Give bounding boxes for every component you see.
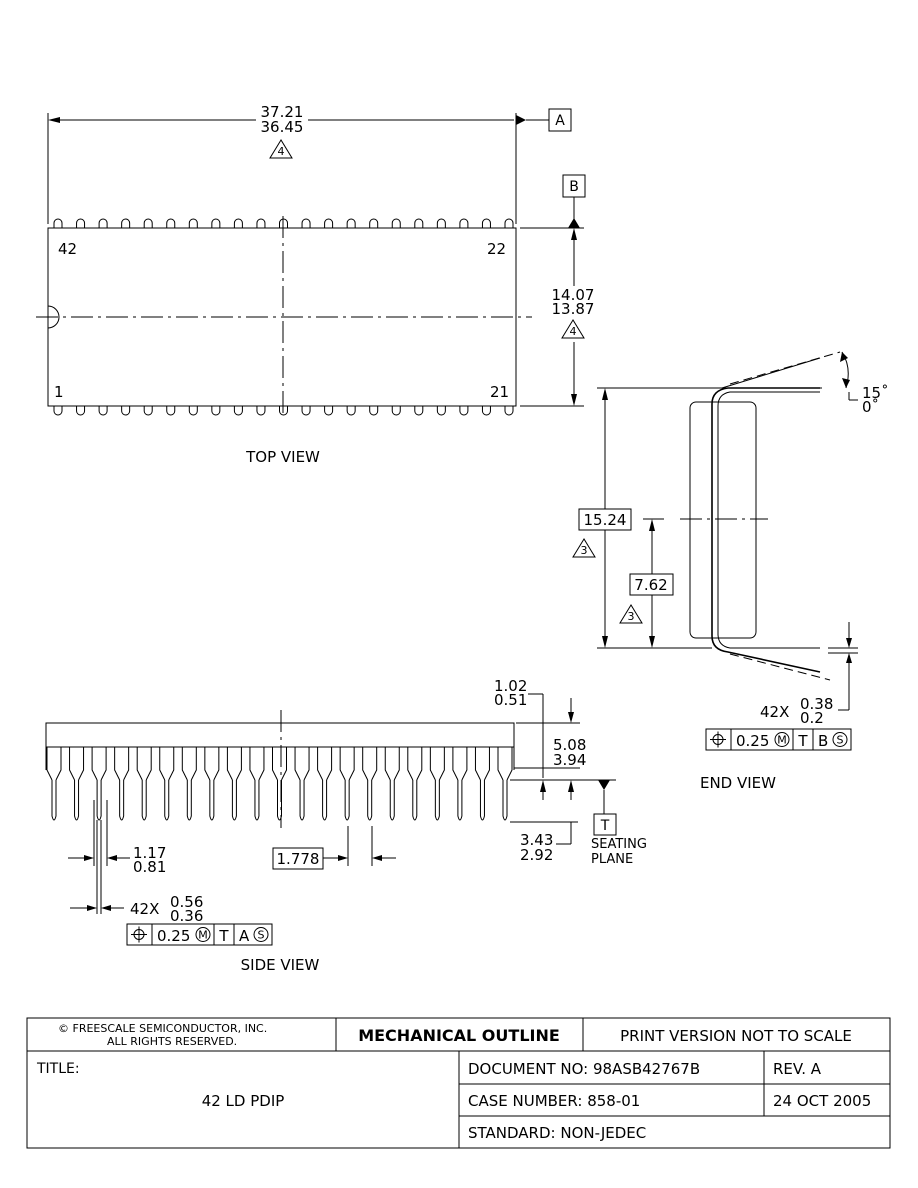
lead-bump	[392, 219, 400, 228]
lead-w-arrow-left	[87, 905, 97, 911]
lead-tip	[323, 780, 327, 820]
lead-shoulder	[205, 747, 219, 780]
length-arrow-right	[516, 115, 526, 125]
lead-bump	[54, 219, 62, 228]
case-number: CASE NUMBER: 858-01	[468, 1092, 641, 1110]
lead-w-arrow-right	[101, 905, 111, 911]
shoulder-min: 0.81	[133, 858, 167, 876]
row-spacing-note: 3	[580, 544, 588, 557]
lead-shoulder	[250, 747, 264, 780]
lead-bump	[234, 406, 242, 415]
top-view-caption: TOP VIEW	[246, 448, 320, 466]
lead-bump	[437, 406, 445, 415]
lead-shoulder	[70, 747, 84, 780]
standoff-arrow-top	[568, 712, 574, 723]
lead-bump	[302, 219, 310, 228]
lead-tip	[345, 780, 349, 820]
pitch-value: 1.778	[276, 850, 320, 868]
lead-shoulder	[385, 747, 399, 780]
angle-min: 0˚	[862, 398, 880, 416]
angle-arrow-bottom	[842, 378, 850, 388]
lead-tip	[142, 780, 146, 820]
lead-tip	[187, 780, 191, 820]
lead-bump	[144, 219, 152, 228]
length-note: 4	[277, 145, 285, 158]
shoulder-arrow-right	[107, 855, 117, 861]
length-arrow-left	[48, 117, 60, 123]
standoff-max: 1.02	[494, 677, 528, 695]
lead-shoulder	[475, 747, 489, 780]
end-lead-outer	[712, 388, 820, 672]
lead-shoulder	[47, 747, 61, 780]
side-lead-shoulders	[46, 747, 514, 780]
lead-tip	[503, 780, 507, 820]
lead-tip	[210, 780, 214, 820]
side-tol-datum1: T	[219, 927, 229, 945]
side-view-caption: SIDE VIEW	[240, 956, 320, 974]
lead-bump	[257, 406, 265, 415]
half-spacing-arrow-bottom	[649, 636, 655, 648]
lead-bump	[99, 406, 107, 415]
lead-tip	[232, 780, 236, 820]
pitch-arrow-right	[372, 855, 382, 861]
lead-bump	[347, 406, 355, 415]
width-arrow-top	[571, 228, 577, 240]
lead-tip	[120, 780, 124, 820]
pin-1-label: 1	[54, 383, 64, 401]
thk-min: 0.2	[800, 709, 824, 727]
end-tol-value: 0.25	[736, 732, 770, 750]
lead-bump	[99, 219, 107, 228]
lead-w-min: 0.36	[170, 907, 204, 925]
plane-label: PLANE	[591, 852, 634, 867]
lead-bump	[234, 219, 242, 228]
lead-len-arrow-top	[568, 780, 574, 792]
lead-bump	[370, 406, 378, 415]
lead-bump	[325, 219, 333, 228]
lead-bump	[505, 219, 513, 228]
lead-tip	[52, 780, 56, 820]
side-tol-mod: M	[198, 928, 208, 942]
lead-len-max: 3.43	[520, 831, 554, 849]
side-tol-datum2-mod: S	[257, 928, 265, 942]
datum-b-label: B	[569, 179, 579, 195]
lead-tip	[413, 780, 417, 820]
thk-count: 42X	[760, 703, 790, 721]
row-spacing-arrow-bottom	[602, 636, 608, 648]
end-lead-phantom-top	[730, 352, 840, 384]
standard: STANDARD: NON-JEDEC	[468, 1124, 647, 1142]
angle-max: 15˚	[862, 384, 889, 402]
row-spacing-value: 15.24	[583, 511, 627, 529]
width-note: 4	[569, 325, 577, 338]
lead-shoulder	[273, 747, 287, 780]
lead-tip	[75, 780, 79, 820]
lead-tip	[390, 780, 394, 820]
row-spacing-arrow-top	[602, 388, 608, 400]
lead-tip	[255, 780, 259, 820]
half-spacing-note: 3	[627, 610, 635, 623]
shoulder-arrow-left	[84, 855, 94, 861]
lead-bump	[392, 406, 400, 415]
end-tol-datum1: T	[798, 732, 808, 750]
lead-shoulder	[340, 747, 354, 780]
heading: MECHANICAL OUTLINE	[358, 1026, 560, 1045]
end-feature-control-frame	[706, 729, 851, 750]
lead-bump	[415, 406, 423, 415]
lead-shoulder	[92, 747, 106, 780]
lead-shoulder	[430, 747, 444, 780]
top-view	[36, 103, 594, 466]
thk-arrow-top	[846, 638, 852, 648]
lead-bump	[302, 406, 310, 415]
lead-bump	[167, 406, 175, 415]
half-spacing-arrow-top	[649, 519, 655, 531]
lead-bump	[370, 219, 378, 228]
end-tol-datum2: B	[818, 732, 829, 750]
date: 24 OCT 2005	[773, 1092, 872, 1110]
end-view	[573, 352, 889, 792]
lead-bump	[77, 406, 85, 415]
thk-arrow-bottom	[846, 653, 852, 663]
end-lead-inner	[718, 392, 820, 648]
height-min: 3.94	[553, 751, 587, 769]
half-spacing-value: 7.62	[634, 576, 668, 594]
lead-tip	[368, 780, 372, 820]
height-max: 5.08	[553, 736, 587, 754]
lead-shoulder	[160, 747, 174, 780]
side-tol-value: 0.25	[157, 927, 191, 945]
copyright-line1: © FREESCALE SEMICONDUCTOR, INC.	[58, 1022, 268, 1035]
pin-22-label: 22	[487, 240, 507, 258]
lead-shoulder	[295, 747, 309, 780]
lead-bump	[460, 219, 468, 228]
lead-bump	[415, 219, 423, 228]
width-max: 14.07	[551, 286, 595, 304]
lead-tip	[97, 780, 101, 820]
end-body-outline	[690, 402, 756, 638]
lead-tip	[435, 780, 439, 820]
title-label: TITLE:	[37, 1061, 80, 1077]
lead-shoulder	[115, 747, 129, 780]
lead-tip	[300, 780, 304, 820]
length-max: 37.21	[260, 103, 304, 121]
lead-shoulder	[182, 747, 196, 780]
datum-a-label: A	[555, 113, 565, 129]
lead-shoulder	[498, 747, 512, 780]
lead-bump	[122, 219, 130, 228]
lead-bump	[212, 406, 220, 415]
lead-bump	[482, 219, 490, 228]
lead-bump	[144, 406, 152, 415]
seating-label: SEATING	[591, 837, 647, 852]
lead-bump	[189, 406, 197, 415]
lead-w-count: 42X	[130, 900, 160, 918]
lead-bump	[482, 406, 490, 415]
lead-shoulder	[137, 747, 151, 780]
width-min: 13.87	[551, 300, 595, 318]
lead-tip	[458, 780, 462, 820]
copyright-line2: ALL RIGHTS RESERVED.	[107, 1035, 238, 1048]
lead-tip	[165, 780, 169, 820]
lead-bump	[460, 406, 468, 415]
datum-t-triangle	[598, 780, 610, 790]
lead-bump	[437, 219, 445, 228]
lead-shoulder	[453, 747, 467, 780]
lead-bump	[212, 219, 220, 228]
lead-shoulder	[318, 747, 332, 780]
print-note: PRINT VERSION NOT TO SCALE	[620, 1027, 852, 1045]
lead-bump	[122, 406, 130, 415]
title-block	[27, 1018, 890, 1148]
lead-w-max: 0.56	[170, 893, 204, 911]
angle-arrow-top	[840, 352, 848, 362]
end-tol-mod: M	[777, 733, 787, 747]
lead-shoulder	[408, 747, 422, 780]
side-body-outline	[46, 723, 514, 747]
lead-tip	[480, 780, 484, 820]
side-tol-datum2: A	[239, 927, 250, 945]
datum-b-triangle	[568, 218, 580, 228]
pin-21-label: 21	[490, 383, 510, 401]
lead-bump	[54, 406, 62, 415]
height-arrow-bottom	[540, 780, 546, 792]
lead-bump	[77, 219, 85, 228]
end-view-caption: END VIEW	[699, 774, 777, 792]
pin-42-label: 42	[58, 240, 78, 258]
lead-shoulder	[363, 747, 377, 780]
width-arrow-bottom	[571, 394, 577, 406]
title: 42 LD PDIP	[201, 1092, 285, 1110]
lead-len-min: 2.92	[520, 846, 554, 864]
datum-t-label: T	[600, 818, 610, 834]
standoff-min: 0.51	[494, 691, 528, 709]
end-tol-datum2-mod: S	[836, 733, 844, 747]
side-feature-control-frame	[127, 924, 272, 945]
document-no: DOCUMENT NO: 98ASB42767B	[468, 1060, 701, 1078]
lead-bump	[167, 219, 175, 228]
lead-shoulder	[227, 747, 241, 780]
lead-bump	[347, 219, 355, 228]
shoulder-max: 1.17	[133, 844, 167, 862]
end-lead-phantom-bottom	[730, 654, 830, 680]
pitch-arrow-left	[338, 855, 348, 861]
side-leads	[52, 780, 507, 820]
length-min: 36.45	[260, 118, 304, 136]
revision: REV. A	[773, 1060, 822, 1078]
lead-bump	[189, 219, 197, 228]
lead-bump	[257, 219, 265, 228]
thk-max: 0.38	[800, 695, 834, 713]
lead-bump	[325, 406, 333, 415]
side-view	[46, 677, 647, 974]
lead-bump	[505, 406, 513, 415]
